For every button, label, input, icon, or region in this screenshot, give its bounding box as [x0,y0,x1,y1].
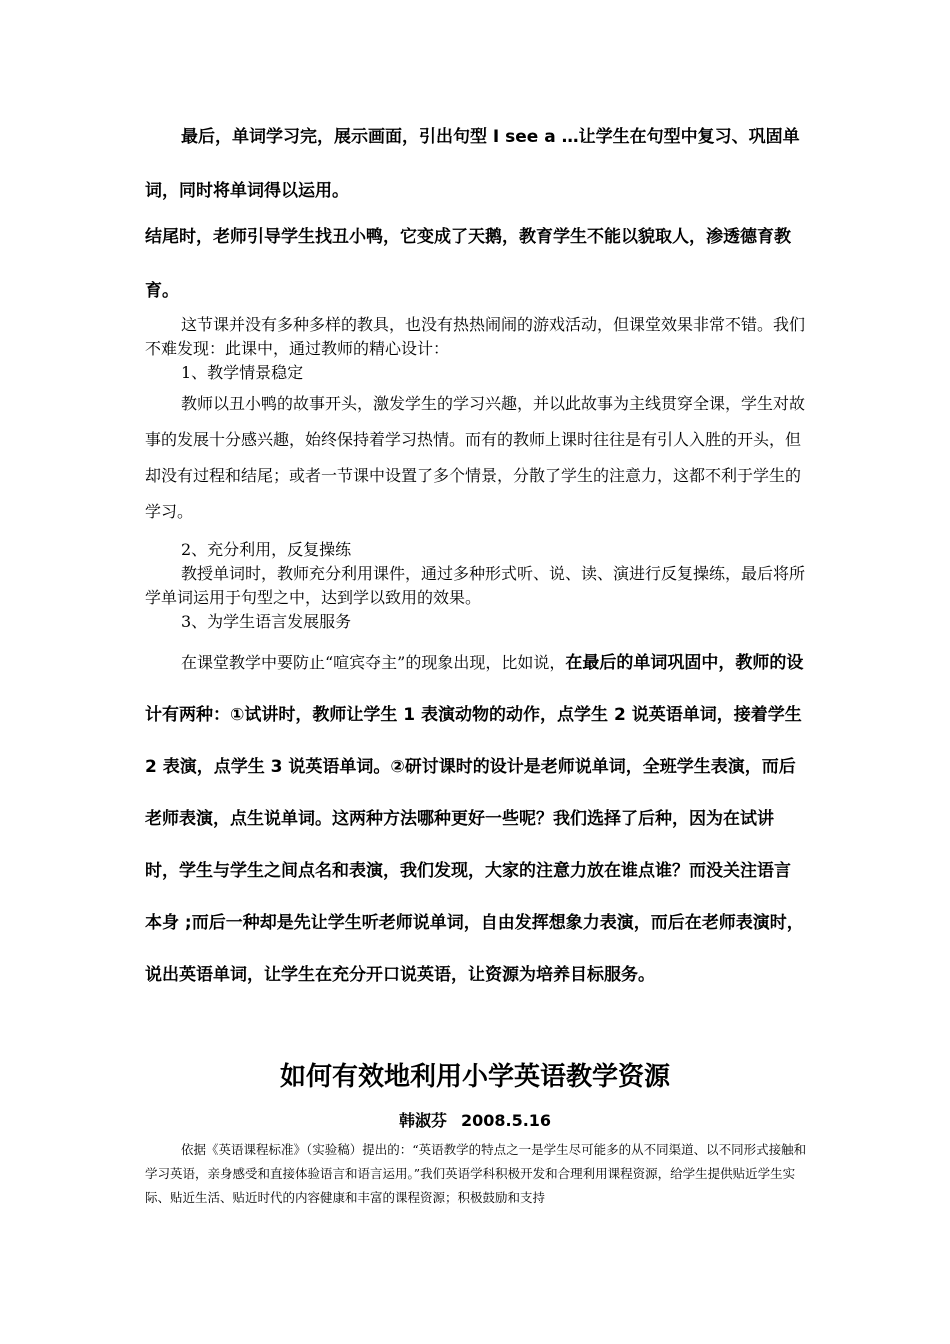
paragraph-ending: 结尾时，老师引导学生找丑小鸭，它变成了天鹅，教育学生不能以貌取人，渗透德育教育。 [145,227,791,301]
paragraph-point-3-emphasis: 在最后的单词巩固中，教师的设计有两种：①试讲时，教师让学生 1 表演动物的动作，点学生 2 说英语单词，接着学生 2 表演，点学生 3 说英语单词。②研讨课时的设计是老师说单词，全班学生表演，而后老师表演，点生说单词。这两种方法哪种更好一些呢？我们选择了后种，因为在试讲时，学生与学生之间点名和表演，我们发现，大家的注意力放在谁点谁？而没关注语言本身 ;而后一种却是先让学生听老师说单词，自由发挥想象力表演，而后在老师表演时，说出英语单词，让学生在充分开口说英语，让资源为培养目标服务。 [145,653,804,985]
paragraph-point-3 [145,637,807,1001]
paragraph-point-2: 教授单词时，教师充分利用课件，通过多种形式听、说、读、演进行反复操练，最后将所学单词运用于句型之中，达到学以致用的效果。 [145,564,806,607]
heading-point-1: 1、教学情景稳定 [181,363,304,382]
article-byline [0,1107,950,1135]
heading-point-2: 2、充分利用，反复操练 [181,540,352,559]
paragraph-sentence-pattern: 最后，单词学习完，展示画面，引出句型 I see a …让学生在句型中复习、巩固单词，同时将单词得以运用。 [145,127,800,201]
paragraph-point-3-intro: 在课堂教学中要防止“喧宾夺主”的现象出现，比如说， [181,653,566,672]
paragraph-point-1: 教师以丑小鸭的故事开头，激发学生的学习兴趣，并以此故事为主线贯穿全课，学生对故事的发展十分感兴趣，始终保持着学习热情。而有的教师上课时往往是有引人入胜的开头，但却没有过程和结尾；或者一节课中设置了多个情景，分散了学生的注意力，这都不利于学生的学习。 [145,394,806,521]
paragraph-summary: 这节课并没有多种多样的教具，也没有热热闹闹的游戏活动，但课堂效果非常不错。我们不难发现：此课中，通过教师的精心设计： [145,315,806,358]
article-date: 2008.5.16 [460,1111,552,1130]
article-intro: 依据《英语课程标准》（实验稿）提出的：“英语教学的特点之一是学生尽可能多的从不同渠道、以不同形式接触和学习英语，亲身感受和直接体验语言和语言运用。”我们英语学科积极开发和合理利用课程资源，给学生提供贴近学生实际、贴近生活、贴近时代的内容健康和丰富的课程资源；积极鼓励和支持 [145,1142,807,1205]
article-author: 韩淑芬 [398,1111,447,1130]
article-title: 如何有效地利用小学英语教学资源 [279,1062,670,1092]
heading-point-3: 3、为学生语言发展服务 [181,612,352,631]
